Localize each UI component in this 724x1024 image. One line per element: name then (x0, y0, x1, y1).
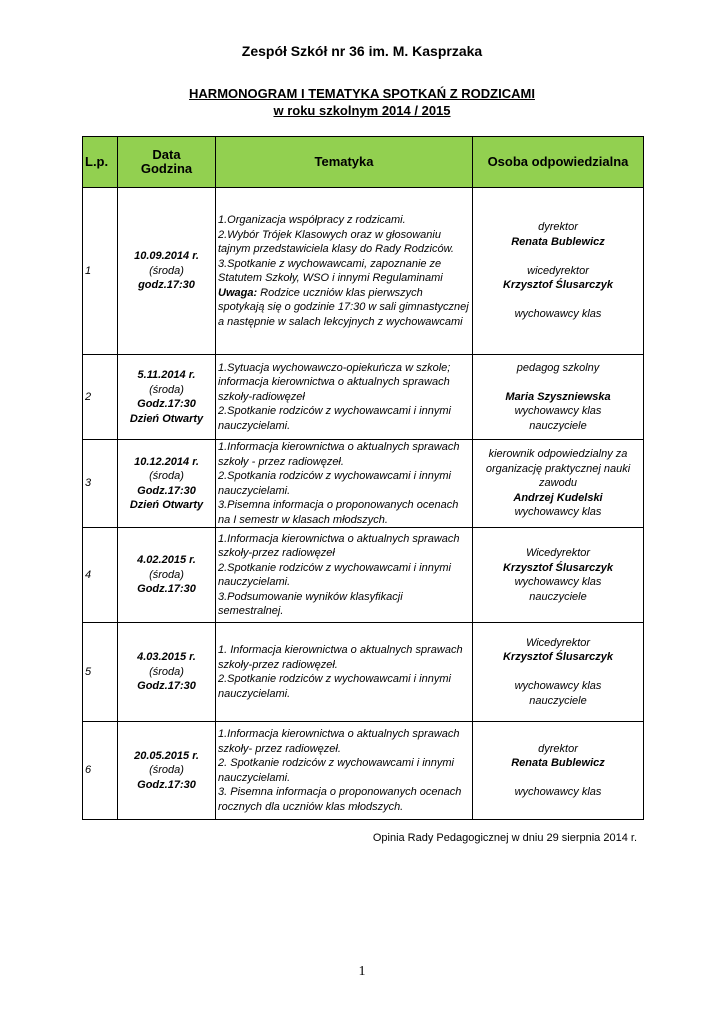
person-name: Krzysztof Ślusarczyk (502, 651, 614, 664)
row-topic-cell (216, 440, 473, 528)
person-role: wicedyrektor (527, 264, 589, 277)
row-date: 5.11.2014 r. (137, 369, 196, 381)
topic-item: 1. Informacja kierownictwa o aktualnych sprawach szkoły-przez radiowęzeł. (218, 644, 463, 671)
row-topic-cell (216, 623, 473, 722)
topic-note-label: Uwaga: (218, 286, 258, 299)
header-date (118, 137, 216, 188)
header-person: Osoba odpowiedzialna (473, 137, 644, 188)
table-row (83, 355, 644, 440)
topic-item: 2.Wybór Trójek Klasowych oraz w głosowaniu tajnym przedstawiciela klasy do Rady Rodziców. (218, 228, 454, 255)
topic-item: 2.Spotkanie rodziców z wychowawcami i innymi nauczycielami. (218, 673, 451, 700)
header-topic: Tematyka (216, 137, 473, 188)
row-person-cell (473, 188, 644, 355)
row-time: Godz.17:30 (137, 778, 196, 791)
person-name: Maria Szyszniewska (505, 390, 611, 403)
page-number: 1 (358, 964, 366, 979)
person-role: wychowawcy klas (514, 308, 602, 321)
person-role: wychowawcy klas (514, 680, 602, 693)
row-date: 4.03.2015 r. (137, 651, 196, 664)
row-time: godz.17:30 (138, 279, 195, 292)
row-date-cell (118, 188, 216, 355)
person-name: Krzysztof Ślusarczyk (502, 561, 614, 574)
header-lp: L.p. (83, 137, 118, 188)
person-name: Renata Bublewicz (511, 757, 605, 769)
table-row (83, 623, 644, 722)
topic-item: 3.Podsumowanie wyników klasyfikacji semestralnej. (218, 590, 403, 617)
person-spacer (475, 665, 641, 680)
person-name: Krzysztof Ślusarczyk (502, 279, 614, 292)
document-title: HARMONOGRAM I TEMATYKA SPOTKAŃ Z RODZICAMI (189, 86, 535, 101)
row-topic-cell (216, 528, 473, 623)
person-spacer (475, 293, 641, 308)
row-day: (środa) (149, 470, 184, 482)
person-spacer (475, 375, 641, 390)
row-note: Dzień Otwarty (129, 412, 204, 425)
row-time: Godz.17:30 (137, 680, 196, 693)
person-role: dyrektor (538, 221, 578, 234)
person-role: wychowawcy klas (514, 576, 602, 588)
row-day: (środa) (149, 665, 184, 678)
row-date-cell (118, 623, 216, 722)
row-person-cell (473, 722, 644, 820)
row-person-cell (473, 440, 644, 528)
person-name: Renata Bublewicz (511, 235, 605, 248)
row-number: 5 (83, 623, 118, 722)
row-date: 20.05.2015 r. (134, 749, 199, 762)
person-role: wychowawcy klas (514, 506, 602, 519)
header-date-line1: Data (152, 146, 181, 162)
row-date: 10.12.2014 r. (134, 455, 199, 468)
table-row (83, 722, 644, 820)
person-role: Wicedyrektor (525, 636, 591, 649)
topic-item: 1.Informacja kierownictwa o aktualnych sprawach szkoły-przez radiowęzeł (218, 532, 460, 559)
row-topic-cell (216, 188, 473, 355)
table-row (83, 440, 644, 528)
row-person-cell (473, 355, 644, 440)
table-row (83, 188, 644, 355)
opinion-note: Opinia Rady Pedagogicznej w dniu 29 sierpnia 2014 r. (372, 832, 637, 844)
person-role: nauczyciele (529, 590, 587, 603)
person-role: wychowawcy klas (514, 786, 602, 798)
person-role: Wicedyrektor (525, 547, 591, 559)
topic-item: 2.Spotkanie rodziców z wychowawcami i innymi nauczycielami. (218, 561, 451, 588)
row-person-cell (473, 528, 644, 623)
topic-note (218, 286, 470, 330)
person-role: kierownik odpowiedzialny za organizację praktycznej nauki zawodu (485, 448, 631, 490)
row-topic-cell (216, 722, 473, 820)
row-number: 6 (83, 722, 118, 820)
row-day: (środa) (149, 383, 184, 396)
row-topic-cell (216, 355, 473, 440)
row-date: 4.02.2015 r. (137, 554, 196, 567)
row-person-cell (473, 623, 644, 722)
person-role: nauczyciele (529, 419, 587, 432)
topic-item: 1.Organizacja współpracy z rodzicami. (218, 214, 406, 226)
row-date-cell (118, 440, 216, 528)
topic-item: 2.Spotkanie rodziców z wychowawcami i innymi nauczycielami. (218, 405, 451, 432)
topic-item: 2.Spotkania rodziców z wychowawcami i innymi nauczycielami. (218, 470, 451, 497)
header-date-line2: Godzina (140, 161, 193, 176)
row-number: 2 (83, 355, 118, 440)
table-header-row (83, 137, 644, 188)
row-time: Godz.17:30 (137, 398, 196, 410)
person-role: pedagog szkolny (516, 361, 600, 374)
topic-item: 1.Sytuacja wychowawczo-opiekuńcza w szkole; informacja kierownictwa o aktualnych sprawach szkoły-radiowęzeł (218, 361, 451, 403)
row-number: 4 (83, 528, 118, 623)
topic-note-text: Rodzice uczniów klas pierwszych spotykają się o godzinie 17:30 w sali gimnastycznej a następnie w salach lekcyjnych z wychowawcami (218, 286, 469, 328)
school-name: Zespół Szkół nr 36 im. M. Kasprzaka (241, 43, 483, 59)
person-role: nauczyciele (529, 694, 587, 707)
row-date-cell (118, 355, 216, 440)
row-day: (środa) (149, 264, 184, 277)
person-name: Andrzej Kudelski (513, 491, 603, 504)
topic-item: 2. Spotkanie rodziców z wychowawcami i innymi nauczycielami. (218, 757, 454, 784)
topic-item: 3.Pisemna informacja o proponowanych ocenach na I semestr w klasach młodszych. (218, 499, 459, 526)
row-time: Godz.17:30 (137, 583, 196, 596)
document-subtitle: w roku szkolnym 2014 / 2015 (273, 103, 451, 118)
row-number: 3 (83, 440, 118, 528)
row-day: (środa) (149, 764, 184, 777)
row-note: Dzień Otwarty (129, 499, 204, 511)
table-row (83, 528, 644, 623)
topic-item: 1.Informacja kierownictwa o aktualnych sprawach szkoły - przez radiowęzeł. (218, 441, 460, 468)
schedule-table (82, 136, 644, 820)
topic-item: 1.Informacja kierownictwa o aktualnych sprawach szkoły- przez radiowęzeł. (218, 728, 460, 755)
row-time: Godz.17:30 (137, 484, 196, 497)
person-role: dyrektor (538, 742, 578, 755)
person-spacer (475, 249, 641, 264)
topic-item: 3. Pisemna informacja o proponowanych ocenach rocznych dla uczniów klas młodszych. (218, 786, 462, 813)
row-day: (środa) (149, 568, 184, 581)
topic-item: 3.Spotkanie z wychowawcami, zapoznanie ze Statutem Szkoły, WSO i innymi Regulaminami (218, 257, 443, 284)
row-number: 1 (83, 188, 118, 355)
person-role: wychowawcy klas (514, 405, 602, 418)
person-spacer (475, 771, 641, 786)
row-date-cell (118, 528, 216, 623)
row-date-cell (118, 722, 216, 820)
row-date: 10.09.2014 r. (134, 250, 199, 263)
